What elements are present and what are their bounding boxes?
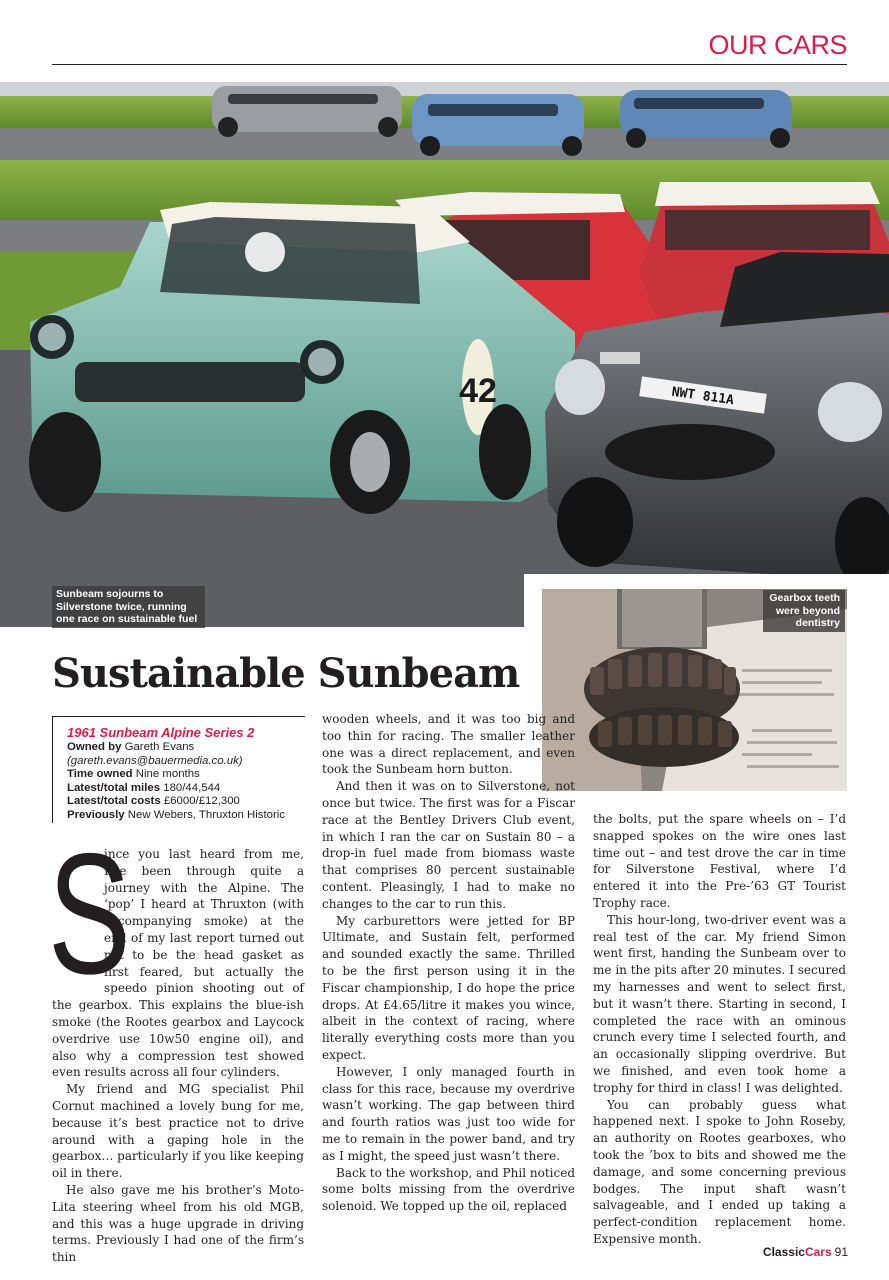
paragraph: My carburettors were jetted for BP Ultimate, and Sustain felt, performed and sounded exactly the same. Thrilled to be the first person using it in the Fiscar championship, I do hope the price drops. At £4.65/litre it makes you wince, albeit in the context of racing, where literally everything costs more than you expect. — [322, 913, 575, 1062]
paragraph: My friend and MG specialist Phil Cornut machined a lovely bung for me, because it’s best practice not to drive around with a gaping hole in the gearbox… particularly if you like keeping oil in there. — [52, 1082, 304, 1181]
section-label: OUR CARS — [708, 30, 847, 60]
paragraph: However, I only managed fourth in class for this race, because my overdrive wasn’t working. The gap between third and fourth ratios was just too wide for me to remain in the power band, and try as I might, the speed just wasn’t there. — [322, 1064, 575, 1163]
paragraph: Back to the workshop, and Phil noticed some bolts missing from the overdrive solenoid. We topped up the oil, replaced — [322, 1165, 575, 1214]
paragraph: He also gave me his brother’s Moto-Lita steering wheel from his old MGB, and this was a huge upgrade in driving terms. Previously I had one of the firm’s thin — [52, 1182, 304, 1265]
fact-miles-value: 180/44,544 — [163, 781, 221, 794]
background-car-1 — [212, 86, 402, 137]
fact-previously-label: Previously — [67, 808, 125, 821]
article-column-2 — [322, 711, 575, 1216]
inset-caption: Gearbox teeth were beyond dentistry — [763, 590, 845, 632]
fact-time-label: Time owned — [67, 768, 133, 781]
header-rule — [52, 64, 847, 65]
paragraph: the bolts, put the spare wheels on – I’d snapped spokes on the wire ones last time out – and test drove the car in time for Silverstone Festival, where I’d entered it into the Pre-’63 GT Tourist Trophy race. — [593, 812, 846, 910]
paragraph: You can probably guess what happened next. I spoke to John Roseby, an authority on Rootes gearboxes, who took the ’box to bits and showed me the damage, and some concerning previous bodges. The input shaft wasn’t salvageable, and I ended up taking a perfect-condition replacement home. Expensive month. — [593, 1097, 846, 1246]
brand-classic: Classic — [762, 1245, 805, 1259]
page-number: 91 — [834, 1245, 848, 1259]
hero-photo — [0, 82, 889, 627]
fact-box-title: 1961 Sunbeam Alpine Series 2 — [67, 725, 255, 740]
fact-miles-label: Latest/total miles — [67, 781, 161, 794]
paragraph: And then it was on to Silverstone, not once but twice. The first was for a Fiscar race at the Bentley Drivers Club event, in which I ran the car on Sustain 80 – a drop-in fuel made from biomass waste that comprises 80 percent sustainable content. Pleasingly, I had to make no changes to the car to run this. — [322, 779, 575, 911]
paragraph: This hour-long, two-driver event was a real test of the car. My friend Simon went first, handing the Sunbeam over to me in the pits after 20 minutes. I secured my harnesses and went to select first, but it wasn’t there. Starting in second, I completed the race with an ominous crunch every time I selected fourth, and an occasionally slipping overdrive. But we finished, and even took home a trophy for third in class! I was delighted. — [593, 912, 846, 1095]
fact-time-value: Nine months — [135, 768, 200, 781]
jaguar-plate: NWT 811A — [670, 384, 735, 409]
fact-costs-label: Latest/total costs — [67, 795, 161, 808]
fact-time — [67, 768, 305, 782]
paragraph: wooden wheels, and it was too big and too thin for racing. The smaller leather one was a direct replacement, and even took the Sunbeam horn button. — [322, 712, 575, 777]
paragraph — [48, 818, 304, 1081]
fact-costs — [67, 795, 305, 809]
brand-cars: Cars — [804, 1245, 832, 1259]
article-column-1 — [48, 818, 304, 1265]
fact-owned — [67, 741, 305, 755]
drop-cap: S — [48, 818, 131, 1010]
fact-email: (gareth.evans@bauermedia.co.uk) — [67, 754, 243, 767]
fact-miles — [67, 782, 305, 796]
fact-owned-value: Gareth Evans — [124, 741, 195, 753]
fact-owned-label: Owned by — [67, 741, 122, 753]
fact-costs-value: £6000/£12,300 — [163, 795, 240, 808]
page-folio — [763, 1245, 848, 1259]
paragraph-text: ince you last heard from me, I’ve been through quite a journey with the Alpine. The ‘pop’ I heard at Thruxton (with accompanying smoke) at the end of my last report turned out not to be the head gasket as first feared, but actually the speedo pinion shooting out of the gearbox. This explains the blue-ish smoke (the Rootes gearbox and Laycock overdrive use 10w50 engine oil), and also why a compression test showed even results across all four cylinders. — [52, 847, 304, 1080]
article-column-3 — [593, 811, 846, 1246]
fact-box — [52, 716, 305, 823]
hero-caption: Sunbeam sojourns to Silverstone twice, running one race on sustainable fuel — [52, 586, 205, 628]
fact-previously-value: New Webers, Thruxton Historic — [127, 808, 285, 821]
race-number: 42 — [459, 372, 497, 410]
headline: Sustainable Sunbeam — [52, 650, 520, 697]
